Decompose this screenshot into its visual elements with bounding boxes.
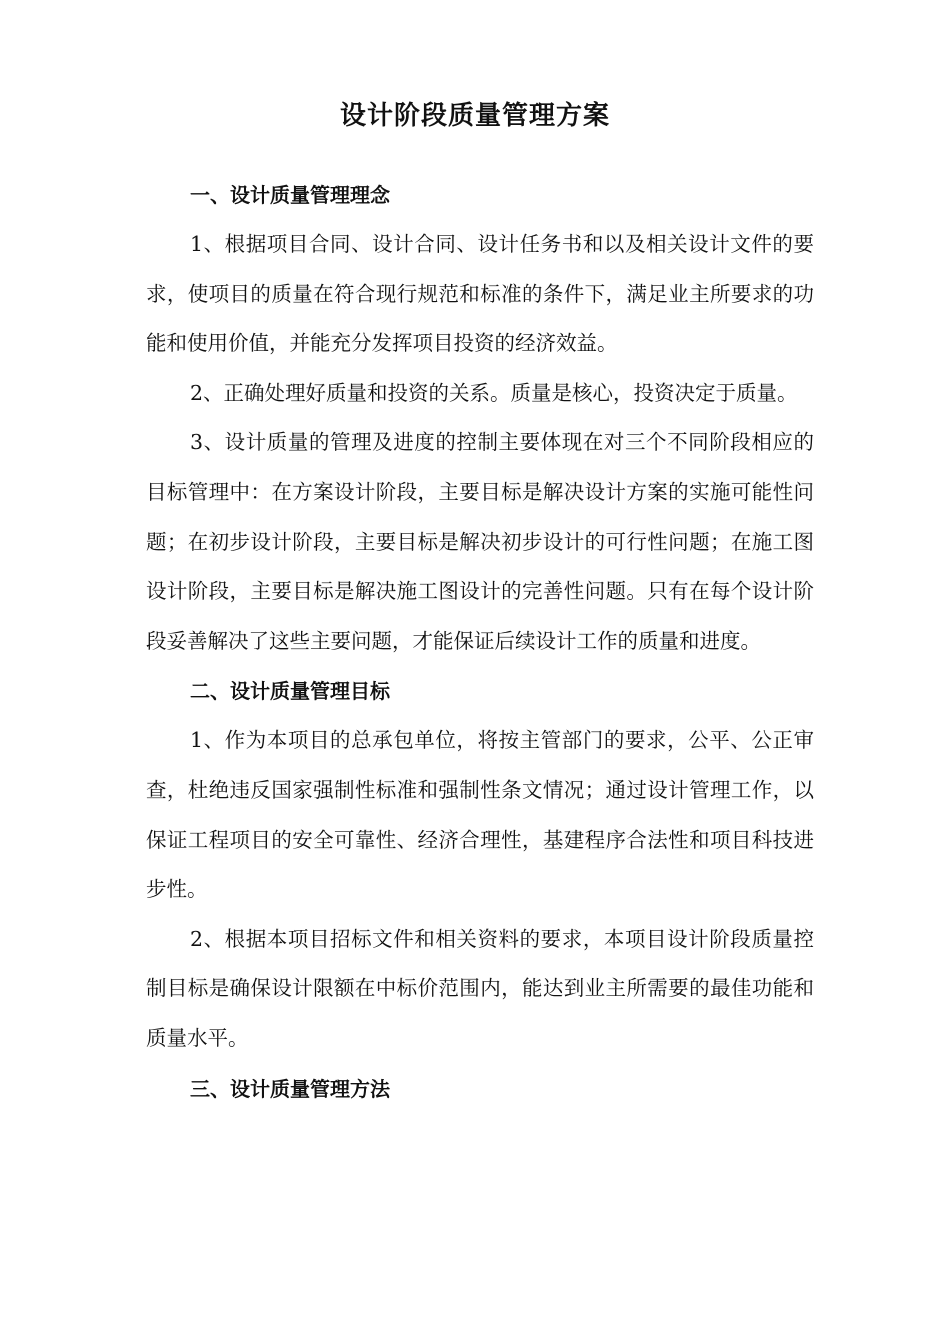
document-body [146, 170, 814, 1114]
section-heading-3: 三、设计质量管理方法 [190, 1076, 390, 1101]
paragraph-1-3: 3、设计质量的管理及进度的控制主要体现在对三个不同阶段相应的目标管理中：在方案设计阶段，主要目标是解决设计方案的实施可能性问题；在初步设计阶段，主要目标是解决初步设计的可行性问题；在施工图设计阶段，主要目标是解决施工图设计的完善性问题。只有在每个设计阶段妥善解决了这些主要问题，才能保证后续设计工作的质量和进度。 [146, 430, 814, 653]
paragraph-1-2: 2、正确处理好质量和投资的关系。质量是核心，投资决定于质量。 [190, 380, 798, 405]
section-heading-1: 一、设计质量管理理念 [190, 183, 390, 207]
section-heading-2: 二、设计质量管理目标 [190, 679, 390, 704]
paragraph-2-2: 2、根据本项目招标文件和相关资料的要求，本项目设计阶段质量控制目标是确保设计限额在中标价范围内，能达到业主所需要的最佳功能和质量水平。 [146, 926, 814, 1050]
paragraph-2-1: 1、作为本项目的总承包单位，将按主管部门的要求，公平、公正审查，杜绝违反国家强制性标准和强制性条文情况；通过设计管理工作，以保证工程项目的安全可靠性、经济合理性，基建程序合法性和项目科技进步性。 [146, 728, 814, 902]
paragraph-1-1: 1、根据项目合同、设计合同、设计任务书和以及相关设计文件的要求，使项目的质量在符合现行规范和标准的条件下，满足业主所要求的功能和使用价值，并能充分发挥项目投资的经济效益。 [146, 232, 814, 356]
document-title: 设计阶段质量管理方案 [339, 101, 610, 131]
